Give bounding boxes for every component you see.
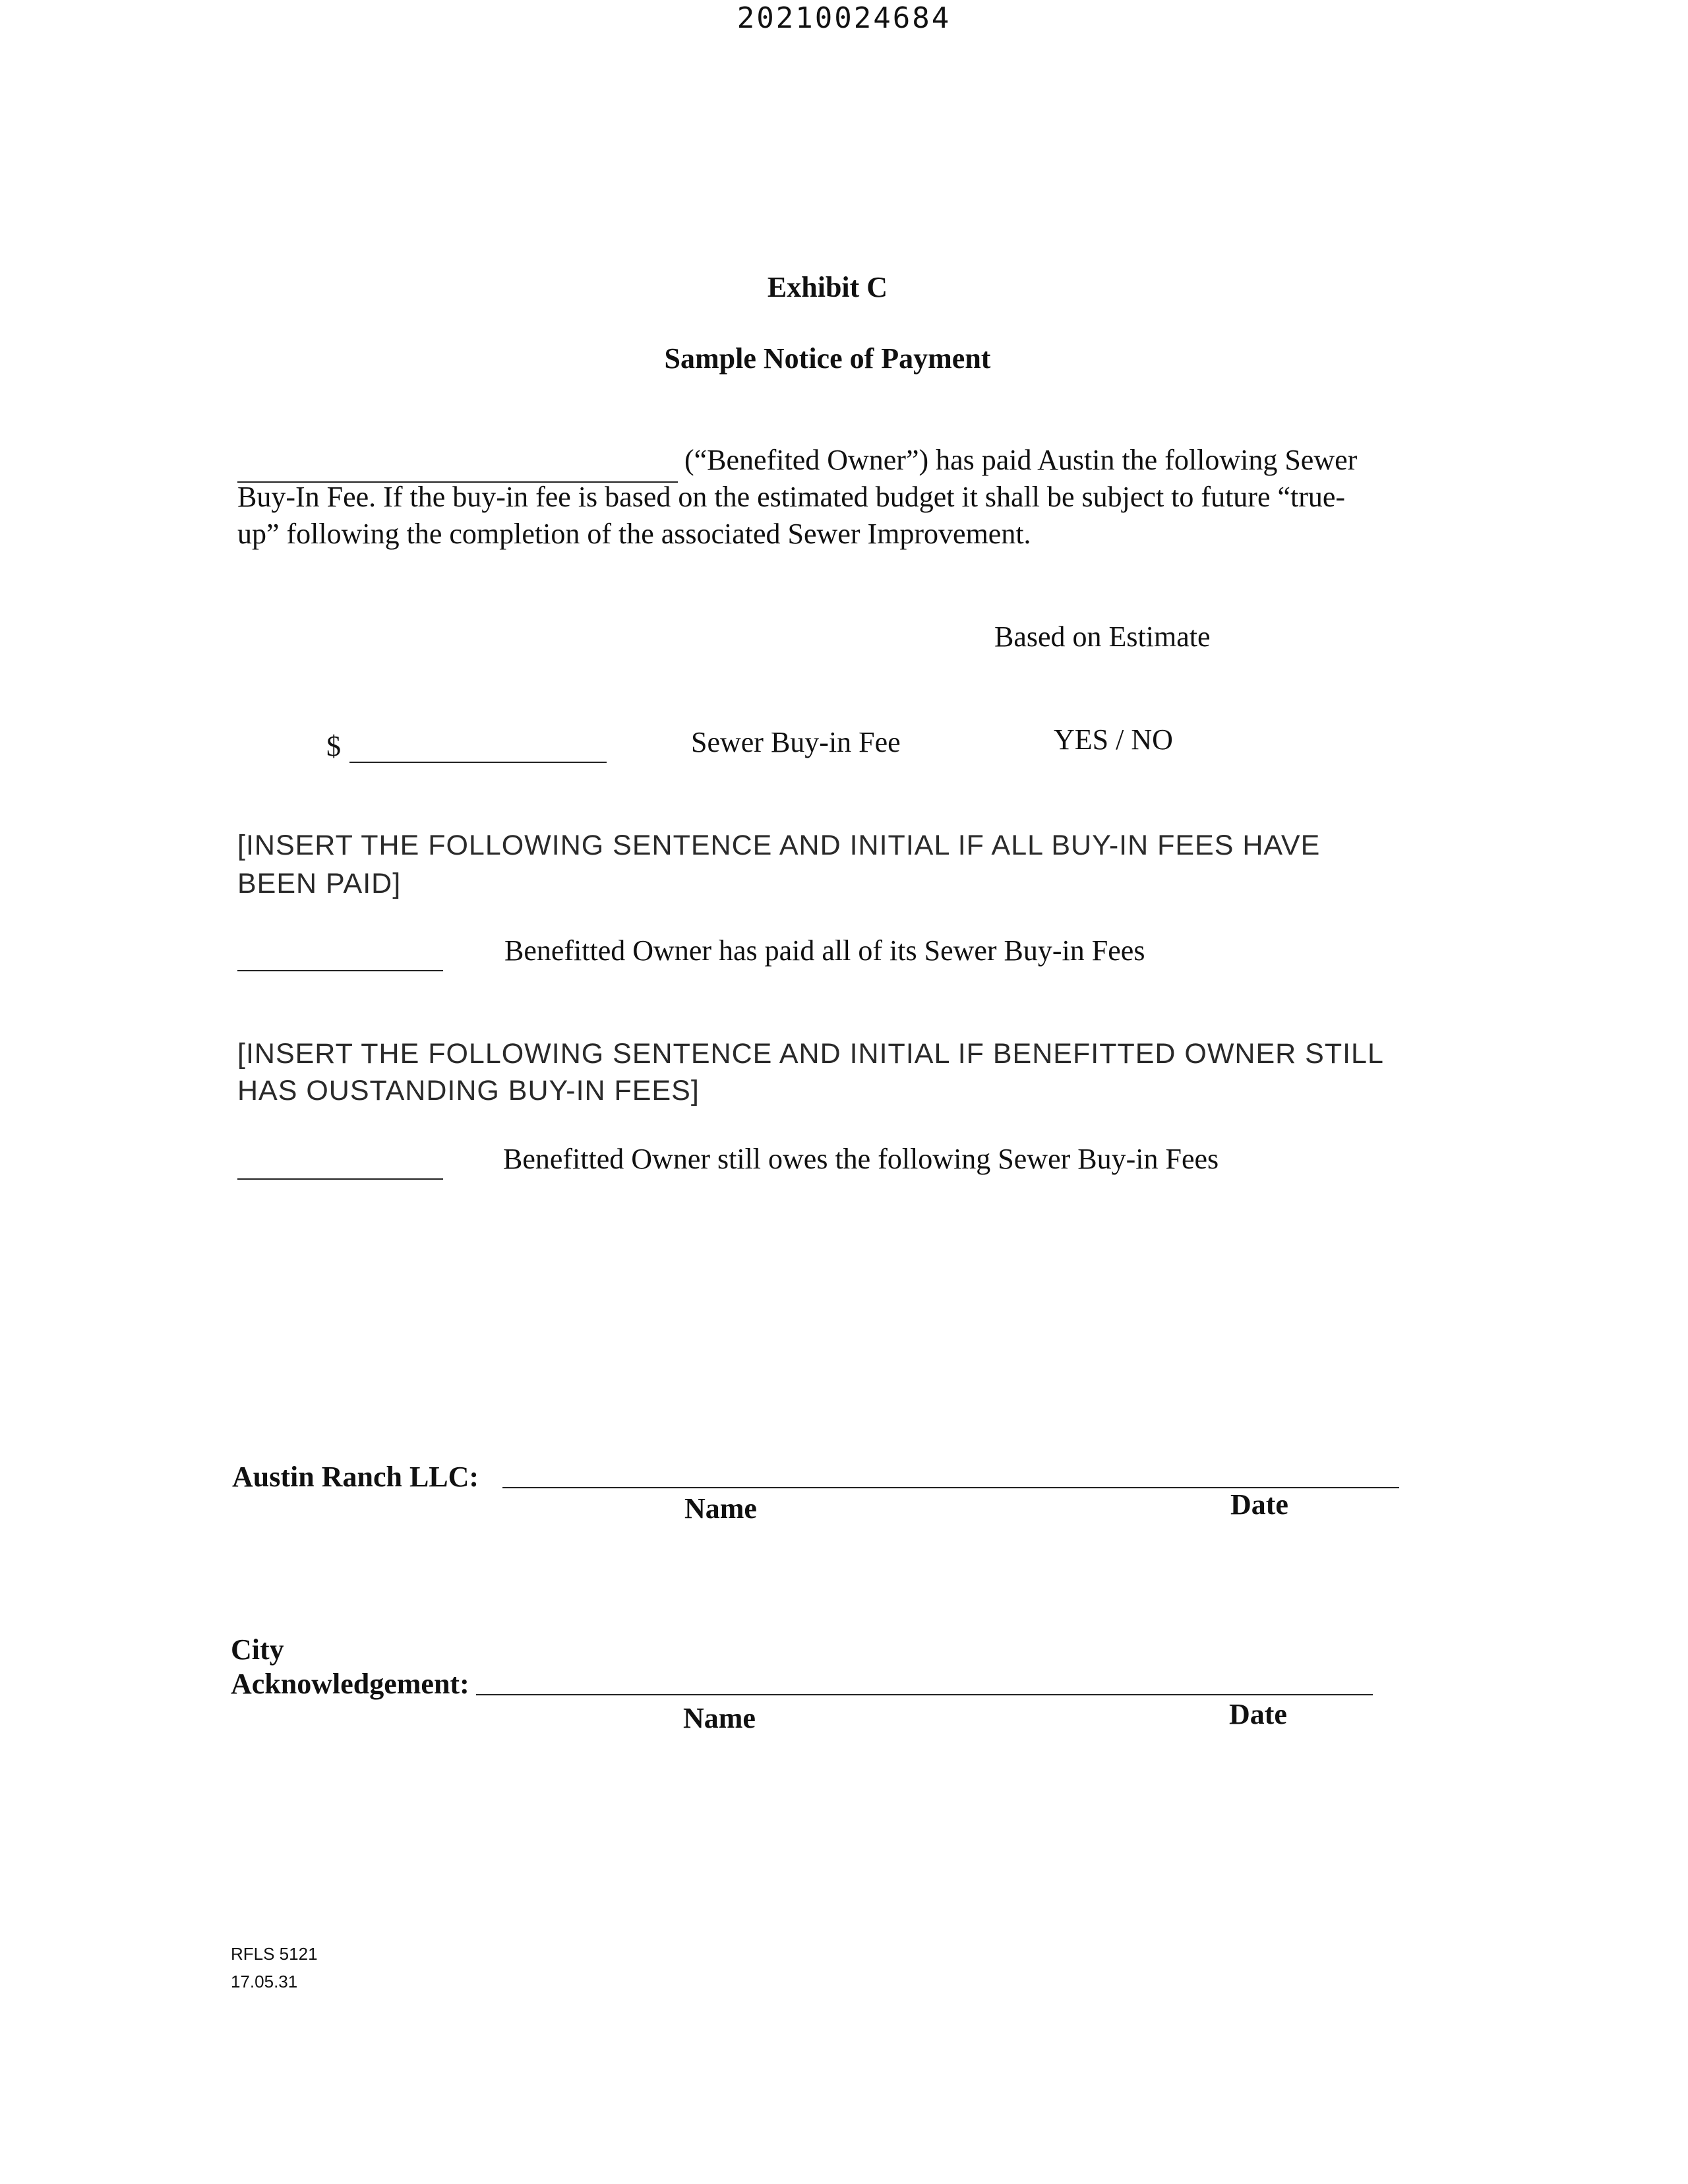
document-number: 20210024684 [737, 1, 951, 35]
initial-paid-blank-line [237, 970, 443, 971]
austin-ranch-date-caption: Date [1230, 1488, 1288, 1521]
statement-paid: Benefitted Owner has paid all of its Sewer Buy-in Fees [504, 934, 1145, 967]
austin-ranch-label: Austin Ranch LLC: [232, 1461, 479, 1493]
acknowledgement-label: Acknowledgement: [231, 1668, 469, 1700]
city-date-caption: Date [1229, 1698, 1287, 1730]
instruction-owes-line-1: [INSERT THE FOLLOWING SENTENCE AND INITIAL IF BENEFITTED OWNER STILL [237, 1038, 1384, 1070]
statement-owes: Benefitted Owner still owes the following Sewer Buy-in Fees [503, 1143, 1219, 1175]
yes-no-option: YES / NO [1054, 723, 1173, 756]
city-label: City [231, 1633, 284, 1666]
currency-symbol: $ [326, 730, 341, 762]
notice-subtitle: Sample Notice of Payment [664, 342, 991, 375]
based-on-estimate-header: Based on Estimate [994, 621, 1211, 653]
intro-line-3: up” following the completion of the associated Sewer Improvement. [237, 518, 1031, 550]
instruction-paid-line-2: BEEN PAID] [237, 868, 402, 899]
sewer-buy-in-fee-label: Sewer Buy-in Fee [691, 726, 901, 758]
initial-owes-blank-line [237, 1178, 443, 1180]
austin-ranch-name-caption: Name [684, 1492, 757, 1525]
instruction-paid-line-1: [INSERT THE FOLLOWING SENTENCE AND INITIAL IF ALL BUY-IN FEES HAVE [237, 830, 1321, 861]
city-signature-line [476, 1694, 1373, 1695]
intro-line-2: Buy-In Fee. If the buy-in fee is based on the estimated budget it shall be subject to future “true- [237, 481, 1346, 513]
footer-code: RFLS 5121 [231, 1944, 318, 1964]
city-name-caption: Name [683, 1702, 756, 1734]
exhibit-title: Exhibit C [767, 271, 888, 303]
instruction-owes-line-2: HAS OUSTANDING BUY-IN FEES] [237, 1075, 700, 1107]
fee-amount-blank-line [349, 762, 607, 763]
footer-date: 17.05.31 [231, 1972, 298, 1991]
intro-line-1: (“Benefited Owner”) has paid Austin the following Sewer [684, 444, 1358, 476]
